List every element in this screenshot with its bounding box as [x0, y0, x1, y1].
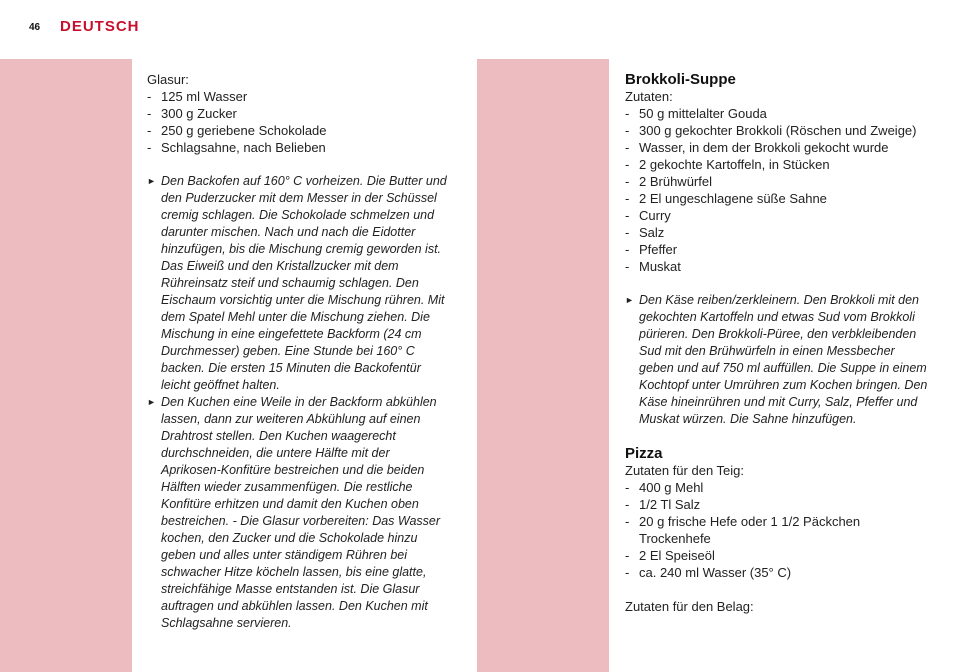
list-item: - 50 g mittelalter Gouda [625, 105, 930, 122]
instruction-text: Den Kuchen eine Weile in der Backform abkühlen lassen, dann zur weiteren Abkühlung auf einen Drahtrost stellen. Den Kuchen waagerecht durchschneiden, die untere Hälfte mit der Aprikosen-Konfitüre bestreichen und die beiden Hälften wieder zusammenfügen. Die restliche Konfitüre erhitzen und damit den Kuchen oben bestreichen. - Die Glasur vorbereiten: Das Wasser kochen, den Zucker und die Schokolade hinzu geben und alles unter ständigem Rühren bei schwacher Hitze köcheln lassen, bis eine glatte, streichfähige Masse entstanden ist. Die Glasur auftragen und abkühlen lassen. Den Kuchen mit Schlagsahne servieren. [161, 395, 441, 630]
right-sidebar-band [477, 59, 609, 672]
instruction-step [625, 292, 930, 428]
list-item: - 1/2 Tl Salz [625, 496, 930, 513]
pizza-title: Pizza [625, 445, 663, 462]
list-item: - 300 g gekochter Brokkoli (Röschen und Zweige) [625, 122, 930, 139]
list-item: - Curry [625, 207, 930, 224]
instruction-step [147, 173, 452, 394]
instruction-text: Den Backofen auf 160° C vorheizen. Die Butter und den Puderzucker mit dem Messer in der Schüssel cremig schlagen. Die Schokolade schmelzen und darunter mischen. Nach und nach die Eidotter hinzufügen, bis die Mischung cremig geworden ist. Das Eiweiß und den Kristallzucker mit dem Rühreinsatz steif und schaumig schlagen. Den Eischaum vorsichtig unter die Mischung rühren. Mit dem Spatel Mehl unter die Mischung ziehen. Die Mischung in eine eingefettete Backform (24 cm Durchmesser) geben. Eine Stunde bei 160° C backen. Die ersten 15 Minuten die Backofentür leicht geöffnet halten. [161, 174, 447, 392]
section-title: DEUTSCH [60, 18, 140, 35]
instruction-step [147, 394, 452, 632]
list-item: - 400 g Mehl [625, 479, 930, 496]
soup-title: Brokkoli-Suppe [625, 71, 736, 88]
list-item: - ca. 240 ml Wasser (35° C) [625, 564, 930, 581]
glaze-heading: Glasur: [147, 72, 189, 87]
list-item: - Schlagsahne, nach Belieben [147, 139, 452, 156]
soup-ingredients-heading: Zutaten: [625, 89, 673, 104]
list-item: - 250 g geriebene Schokolade [147, 122, 452, 139]
list-item: - Wasser, in dem der Brokkoli gekocht wurde [625, 139, 930, 156]
list-item: - 125 ml Wasser [147, 88, 452, 105]
dough-ingredients-heading: Zutaten für den Teig: [625, 463, 745, 478]
left-column [147, 71, 452, 632]
list-item: - Salz [625, 224, 930, 241]
right-column [625, 71, 930, 615]
soup-ingredient-list [625, 105, 930, 275]
triangle-bullet-icon: ► [625, 295, 634, 305]
triangle-bullet-icon: ► [147, 397, 156, 407]
list-item: - 2 El ungeschlagene süße Sahne [625, 190, 930, 207]
list-item: - Pfeffer [625, 241, 930, 258]
list-item: - 2 gekochte Kartoffeln, in Stücken [625, 156, 930, 173]
list-item: - 2 El Speiseöl [625, 547, 930, 564]
glaze-ingredient-list [147, 88, 452, 156]
instruction-text: Den Käse reiben/zerkleinern. Den Brokkoli mit den gekochten Kartoffeln und etwas Sud vom Brokkoli pürieren. Den Brokkoli-Püree, den verbkleibenden Sud mit den Brühwürfeln in einen Messbecher geben und auf 750 ml auffüllen. Die Suppe in einem Kochtopf unter Umrühren zum Kochen bringen. Den Käse hineinrühren und mit Curry, Salz, Pfeffer und Muskat würzen. Die Sahne hinzufügen. [639, 293, 928, 426]
list-item: - 2 Brühwürfel [625, 173, 930, 190]
list-item: - Muskat [625, 258, 930, 275]
list-item: - 300 g Zucker [147, 105, 452, 122]
dough-ingredient-list [625, 479, 930, 581]
topping-ingredients-heading: Zutaten für den Belag: [625, 599, 754, 614]
page-number: 46 [29, 22, 41, 33]
triangle-bullet-icon: ► [147, 176, 156, 186]
left-sidebar-band [0, 59, 132, 672]
list-item: - 20 g frische Hefe oder 1 1/2 Päckchen Trockenhefe [625, 513, 930, 547]
